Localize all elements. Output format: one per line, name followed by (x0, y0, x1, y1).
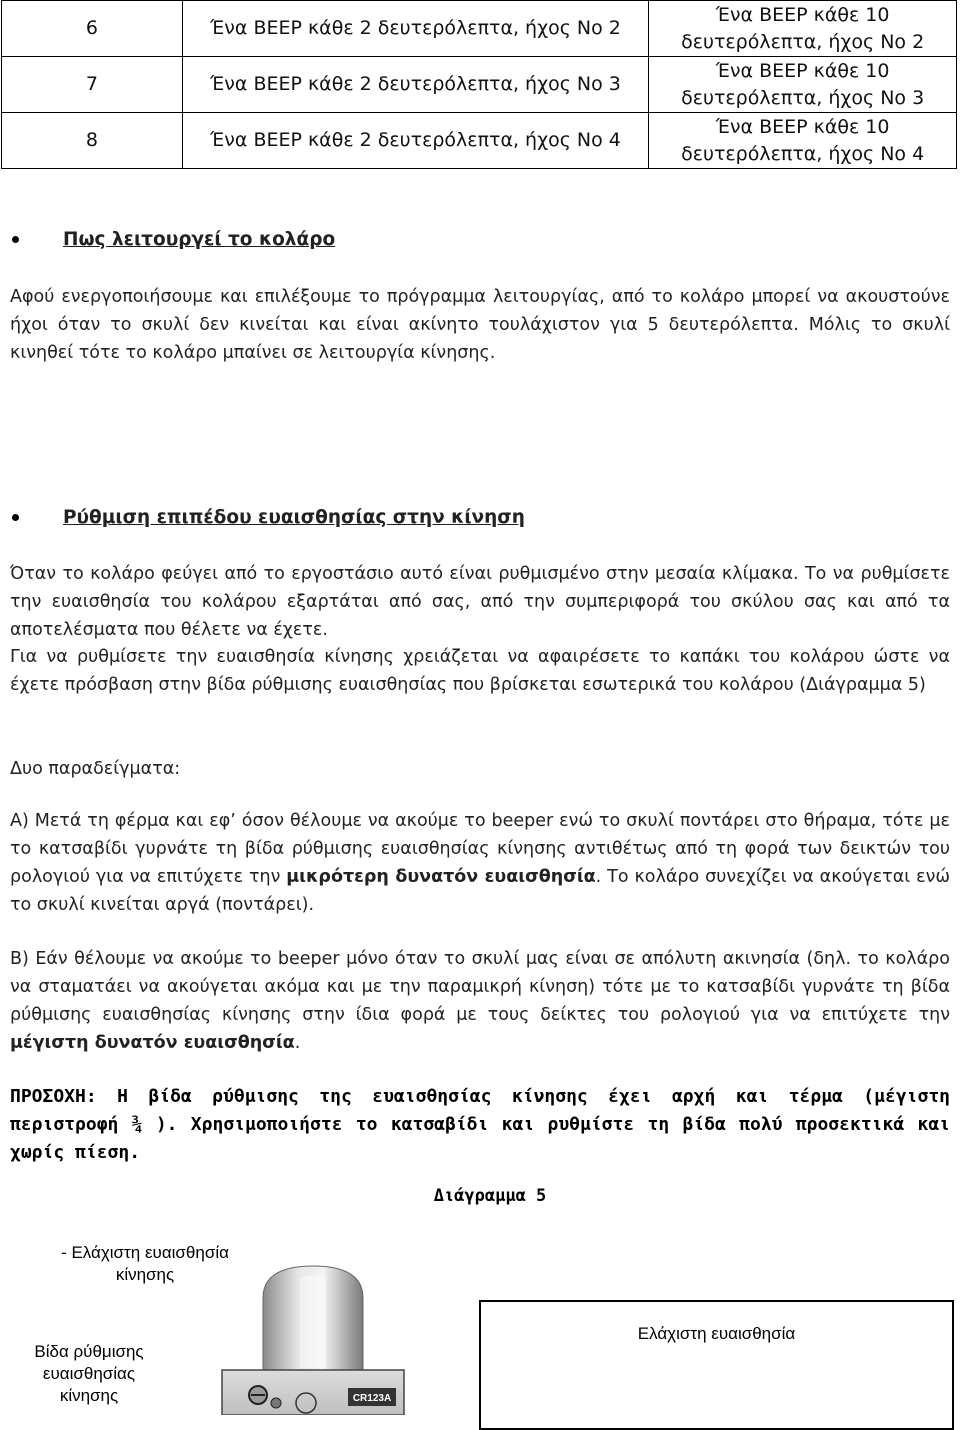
battery-label: CR123A (352, 1393, 392, 1404)
table-row (2, 113, 957, 169)
table-row (2, 57, 957, 113)
example-b-emphasis: μέγιστη δυνατόν ευαισθησία (10, 1033, 295, 1053)
warning-label: ΠΡΟΣΟΧΗ: (10, 1086, 97, 1107)
long-line: δευτερόλεπτα, ήχος Νο 4 (681, 142, 925, 165)
callout-line: κίνησης (59, 1386, 119, 1405)
long-line: δευτερόλεπτα, ήχος Νο 2 (681, 30, 925, 53)
long-line: Ένα BEEP κάθε 10 (715, 115, 890, 138)
table-row (2, 1, 957, 57)
callout-line: - Ελάχιστη ευαισθησία (61, 1243, 229, 1262)
long-line: δευτερόλεπτα, ήχος Νο 3 (681, 86, 925, 109)
callout-line: Βίδα ρύθμισης (34, 1342, 144, 1361)
example-a-text: Α) Μετά τη φέρμα και εφ’ όσον θέλουμε να ακούμε το beeper ενώ το σκυλί ποντάρει στο θήραμα, τότε με το κατσαβίδι γυρνάτε τη βίδα ρύθμισης ευαισθησίας κίνησης αντιθέτως από τη φορά των δεικτών του ρολογιού για να επιτύχετε την (10, 811, 950, 887)
examples-title: Δυο παραδείγματα: (10, 759, 181, 779)
beep-mode-table (1, 0, 957, 169)
example-a-paragraph (10, 807, 950, 919)
device-cap-highlight (300, 1275, 326, 1368)
section-heading-sensitivity (10, 507, 525, 528)
how-it-works-paragraph: Αφού ενεργοποιήσουμε και επιλέξουμε το πρόγραμμα λειτουργίας, από το κολάρο μπορεί να ακουστούνε ήχοι όταν το σκυλί δεν κινείται και είναι ακίνητο τουλάχιστον για 5 δευτερόλεπτα. Μόλις το σκυλί κινηθεί τότε το κολάρο μπαίνει σε λειτουργία κίνησης. (10, 287, 950, 363)
long-line: Ένα BEEP κάθε 10 (715, 59, 890, 82)
mode-number: 7 (2, 57, 183, 113)
warning-paragraph (10, 1083, 950, 1167)
mode-number: 6 (2, 1, 183, 57)
mode-description: Ένα BEEP κάθε 2 δευτερόλεπτα, ήχος Νο 2 (182, 1, 649, 57)
mode-long-description (649, 113, 957, 169)
example-b-text: Β) Εάν θέλουμε να ακούμε το beeper μόνο όταν το σκυλί μας είναι σε απόλυτη ακινησία (δηλ. το κολάρο να σταματάει να ακούγεται ακόμα και με την παραμικρή κίνηση) τότε με το κατσαβίδι γυρνάτε τη βίδα ρύθμισης ευαισθησίας κίνησης στην ίδια φορά με τους δείκτες του ρολογιού για να επιτύχετε την (10, 949, 950, 1025)
indicator-dot (271, 1398, 281, 1408)
warning-text: Η βίδα ρύθμισης της ευαισθησίας κίνησης έχει αρχή και τέρμα (μέγιστη περιστροφή ¾ ). Χρησιμοποιήστε το κατσαβίδι και ρυθμίστε τη βίδα πολύ προσεκτικά και χωρίς πίεση. (10, 1086, 950, 1163)
section-heading-how-it-works (10, 229, 335, 250)
min-sensitivity-box (479, 1300, 954, 1430)
long-line: Ένα BEEP κάθε 10 (715, 3, 890, 26)
diagram-title: Διάγραμμα 5 (433, 1186, 547, 1206)
collar-device-svg (218, 1258, 408, 1415)
example-b-text-end: . (294, 1033, 301, 1053)
mode-long-description (649, 1, 957, 57)
heading-label: Ρύθμιση επιπέδου ευαισθησίας στην κίνηση (63, 507, 525, 528)
callout-adjust-screw (18, 1341, 160, 1407)
mode-number: 8 (2, 113, 183, 169)
factory-setting-paragraph: Όταν το κολάρο φεύγει από το εργοστάσιο αυτό είναι ρυθμισμένο στην μεσαία κλίμακα. Το να ρυθμίσετε την ευαισθησία του κολάρου εξαρτάται από σας, από την συμπεριφορά του σκύλου σας και από τα αποτελέσματα που θέλετε να έχετε. (10, 564, 950, 640)
callout-line: κίνησης (115, 1265, 175, 1284)
callout-line: ευαισθησίας (42, 1364, 136, 1383)
example-a-emphasis: μικρότερη δυνατόν ευαισθησία (286, 867, 596, 887)
adjust-instructions-paragraph: Για να ρυθμίσετε την ευαισθησία κίνησης χρειάζεται να αφαιρέσετε το καπάκι του κολάρου ώστε να έχετε πρόσβαση στην βίδα ρύθμισης ευαισθησίας που βρίσκεται εσωτερικά του κολάρου (Διάγραμμα 5) (10, 647, 950, 695)
bullet-icon (12, 236, 19, 243)
heading-label: Πως λειτουργεί το κολάρο (63, 229, 336, 250)
box-label: Ελάχιστη ευαισθησία (637, 1324, 796, 1343)
collar-device-illustration (218, 1258, 408, 1415)
example-a-text-end: . Το κολάρο συνεχίζει να ακούγεται ενώ το σκυλί κινείται αργά (ποντάρει). (10, 867, 950, 915)
bullet-icon (12, 514, 19, 521)
mode-description: Ένα BEEP κάθε 2 δευτερόλεπτα, ήχος Νο 4 (182, 113, 649, 169)
example-b-paragraph (10, 945, 950, 1057)
mode-long-description (649, 57, 957, 113)
mode-description: Ένα BEEP κάθε 2 δευτερόλεπτα, ήχος Νο 3 (182, 57, 649, 113)
